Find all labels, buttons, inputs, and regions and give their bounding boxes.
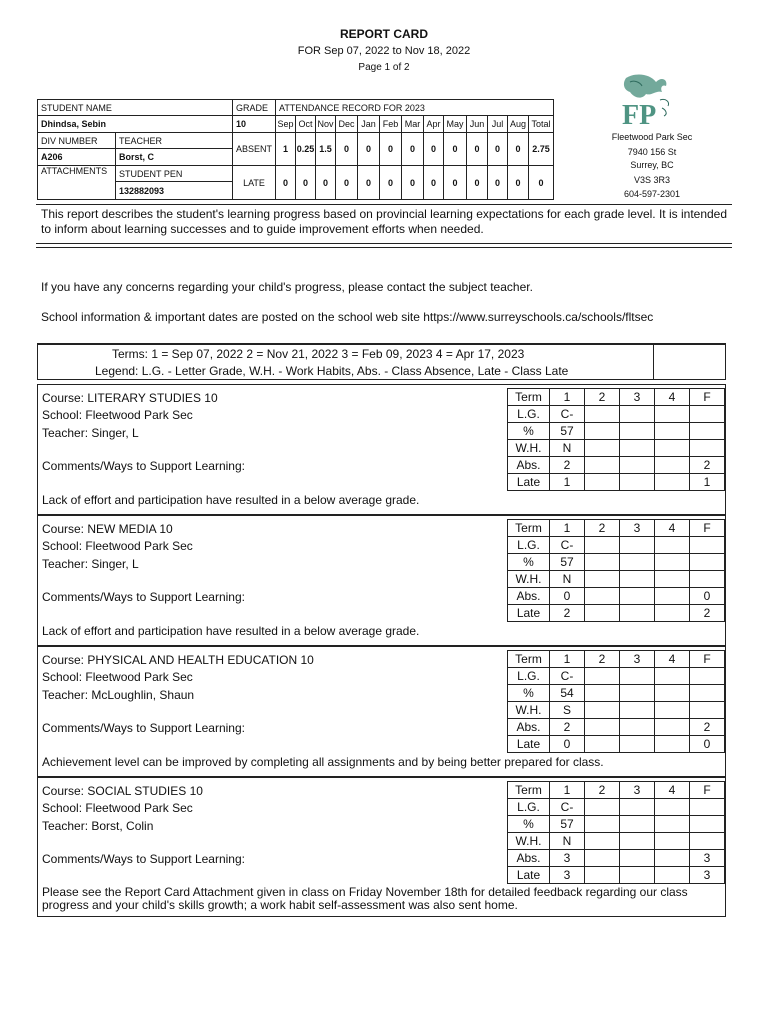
course-school: School: Fleetwood Park Sec [42,670,193,684]
grade-header: 2 [585,651,620,668]
student-name-label: STUDENT NAME [38,100,233,116]
grade-header: 4 [655,389,690,406]
grade-cell [585,867,620,884]
report-period: FOR Sep 07, 2022 to Nov 18, 2022 [297,45,471,57]
grade-cell [655,850,690,867]
comments-label: Comments/Ways to Support Learning: [42,852,245,866]
month-header: Oct [296,116,316,133]
grade-cell: 0 [550,736,585,753]
grade-cell: 2 [550,457,585,474]
course-comment: Lack of effort and participation have resulted in a below average grade. [42,493,420,507]
absent-value: 1 [276,133,296,166]
month-header: Dec [336,116,358,133]
grade-cell [585,423,620,440]
grade-cell [655,537,690,554]
grade-cell: N [550,833,585,850]
course-section [37,646,726,777]
legend-line: Legend: L.G. - Letter Grade, W.H. - Work Habits, Abs. - Class Absence, Late - Class Late [95,364,569,378]
grade-cell [585,850,620,867]
course-comment: Lack of effort and participation have resulted in a below average grade. [42,624,420,638]
grade-cell [690,440,725,457]
grade-cell: 2 [690,457,725,474]
grade-cell: 57 [550,554,585,571]
website-note: School information & important dates are posted on the school web site https://www.surreyschools.ca/schools/fltsec [41,310,654,324]
course-teacher: Teacher: Singer, L [42,426,139,440]
month-header: Sep [276,116,296,133]
grade-cell: 54 [550,685,585,702]
grade-cell [655,457,690,474]
course-comment: Achievement level can be improved by completing all assignments and by being better prepared for class. [42,755,604,769]
row-label: Late [508,736,550,753]
terms-line: Terms: 1 = Sep 07, 2022 2 = Nov 21, 2022 3 = Feb 09, 2023 4 = Apr 17, 2023 [112,347,525,361]
absent-value: 1.5 [316,133,336,166]
late-value: 0 [402,166,424,200]
absent-value: 0 [467,133,488,166]
attendance-title: ATTENDANCE RECORD FOR 2023 [276,100,554,116]
row-label: % [508,423,550,440]
course-comment: Please see the Report Card Attachment given in class on Friday November 18th for detailed feedback regarding our class progress and your child's skills growth; a work habit self-assessment was also sent home. [42,885,688,912]
grade-cell [690,816,725,833]
grade-cell [655,719,690,736]
absent-label: ABSENT [233,133,276,166]
month-header: Aug [508,116,529,133]
grade-cell [620,668,655,685]
course-name: Course: LITERARY STUDIES 10 [42,391,218,405]
row-label: W.H. [508,833,550,850]
month-header: Apr [424,116,444,133]
absent-value: 0 [402,133,424,166]
grade-cell [585,588,620,605]
grade-header: 1 [550,520,585,537]
grade-cell: C- [550,537,585,554]
grade-header: 4 [655,651,690,668]
grades-table [507,388,725,491]
month-header: Jul [488,116,508,133]
course-name: Course: SOCIAL STUDIES 10 [42,784,203,798]
month-header: Mar [402,116,424,133]
grade-cell: 57 [550,816,585,833]
div-number-label: DIV NUMBER [38,133,116,149]
grades-table [507,650,725,753]
absent-total: 2.75 [529,133,554,166]
grade-cell [620,867,655,884]
late-value: 0 [424,166,444,200]
month-header: Total [529,116,554,133]
late-total: 0 [529,166,554,200]
grade-cell: C- [550,406,585,423]
grade-cell: 0 [690,588,725,605]
course-section [37,515,726,646]
grade-cell [655,571,690,588]
divider [36,243,732,244]
absent-value: 0 [508,133,529,166]
course-teacher: Teacher: Borst, Colin [42,819,154,833]
late-value: 0 [296,166,316,200]
grade-cell [585,571,620,588]
grade-header: F [690,389,725,406]
grade-header: Term [508,782,550,799]
absent-value: 0.25 [296,133,316,166]
grade-cell [690,702,725,719]
grade-header: 3 [620,651,655,668]
grade-cell [655,474,690,491]
course-section [37,384,726,515]
grade-cell [655,736,690,753]
row-label: L.G. [508,799,550,816]
grade-cell [620,816,655,833]
late-value: 0 [336,166,358,200]
school-postal: V3S 3R3 [633,175,671,185]
grade-cell [655,440,690,457]
grade-cell [655,605,690,622]
grade-header: F [690,782,725,799]
grade-cell [620,457,655,474]
grade-cell [585,457,620,474]
grade-cell [585,736,620,753]
grade-cell [620,571,655,588]
grade-cell: 0 [690,736,725,753]
row-label: % [508,685,550,702]
grade-cell [655,702,690,719]
student-info-table [37,99,554,200]
grade-cell [585,474,620,491]
grade-cell: C- [550,668,585,685]
course-school: School: Fleetwood Park Sec [42,801,193,815]
row-label: L.G. [508,537,550,554]
grade-cell [585,554,620,571]
grade-cell [585,799,620,816]
intro-text: This report describes the student's learning progress based on provincial learning expectations for each grade level. It is intended to inform about learning successes and to guide improvement efforts when needed. [41,207,728,236]
logo-lettering: FP [622,100,657,130]
grade-cell: 2 [690,719,725,736]
comments-label: Comments/Ways to Support Learning: [42,590,245,604]
course-school: School: Fleetwood Park Sec [42,539,193,553]
grade-cell [620,702,655,719]
grade-cell [620,537,655,554]
grade-header: F [690,520,725,537]
grade-cell [620,685,655,702]
grade-header: 1 [550,389,585,406]
grade-header: Term [508,389,550,406]
grade-cell [620,554,655,571]
school-phone: 604-597-2301 [623,189,681,199]
grade-cell: 1 [550,474,585,491]
month-header: Nov [316,116,336,133]
grade-cell: N [550,440,585,457]
row-label: L.G. [508,668,550,685]
late-label: LATE [233,166,276,200]
grade-label: GRADE [233,100,276,116]
late-value: 0 [276,166,296,200]
grade-cell [655,867,690,884]
grade-cell [655,816,690,833]
row-label: Abs. [508,850,550,867]
teacher-label: TEACHER [116,133,233,149]
grade-cell [690,799,725,816]
grade-cell [620,850,655,867]
row-label: Abs. [508,457,550,474]
grade-cell [690,554,725,571]
course-teacher: Teacher: Singer, L [42,557,139,571]
grade-cell [690,423,725,440]
grade-cell: 3 [550,867,585,884]
row-label: Late [508,605,550,622]
grade-header: 4 [655,782,690,799]
grade-cell [620,605,655,622]
report-title: REPORT CARD [339,27,428,41]
grade-cell [690,406,725,423]
grade-cell: 2 [550,605,585,622]
absent-value: 0 [358,133,380,166]
grade-header: 2 [585,520,620,537]
grade-cell [690,668,725,685]
grade-cell: C- [550,799,585,816]
student-pen: 132882093 [116,182,233,200]
grade-cell [585,702,620,719]
month-header: Jun [467,116,488,133]
grade-cell [655,423,690,440]
late-value: 0 [508,166,529,200]
late-value: 0 [488,166,508,200]
grade-cell [655,668,690,685]
grade-cell [620,719,655,736]
grade-cell [655,588,690,605]
grade-cell [655,554,690,571]
grade-header: 3 [620,389,655,406]
grade-cell: 2 [690,605,725,622]
grade-cell [655,833,690,850]
grade-header: F [690,651,725,668]
grade-cell [620,423,655,440]
grade-cell [620,440,655,457]
grade-cell [585,719,620,736]
school-name: Fleetwood Park Sec [611,132,693,142]
grade-header: 1 [550,651,585,668]
grade-cell [690,571,725,588]
terms-box [37,343,726,380]
grade-header: 1 [550,782,585,799]
grade-cell [620,474,655,491]
grade-cell [690,537,725,554]
student-pen-label: STUDENT PEN [116,166,233,182]
absent-value: 0 [424,133,444,166]
grade-cell: 57 [550,423,585,440]
month-header: Feb [380,116,402,133]
grade-cell [690,833,725,850]
row-label: % [508,554,550,571]
grade-cell: 1 [690,474,725,491]
late-value: 0 [358,166,380,200]
grade-cell [655,799,690,816]
grade-cell [585,668,620,685]
month-header: May [444,116,467,133]
grade-cell [585,406,620,423]
grade-cell [585,685,620,702]
late-value: 0 [380,166,402,200]
grade-cell [585,440,620,457]
course-name: Course: NEW MEDIA 10 [42,522,173,536]
grade-header: 2 [585,389,620,406]
grade-cell: 3 [690,867,725,884]
grade-cell [655,406,690,423]
row-label: % [508,816,550,833]
grade-cell: 3 [550,850,585,867]
grade-header: Term [508,520,550,537]
grade-cell [620,736,655,753]
grade-header: 3 [620,782,655,799]
grade-cell: 0 [550,588,585,605]
absent-value: 0 [380,133,402,166]
grade-cell [585,833,620,850]
grade-cell: S [550,702,585,719]
attachments-label: ATTACHMENTS [38,166,116,200]
school-city: Surrey, BC [630,160,674,170]
late-value: 0 [316,166,336,200]
divider [36,204,732,205]
grade-value: 10 [233,116,276,133]
grade-header: 4 [655,520,690,537]
school-address: 7940 156 St [627,147,677,157]
course-section [37,777,726,917]
grade-cell [620,406,655,423]
grade-cell: 2 [550,719,585,736]
absent-value: 0 [444,133,467,166]
comments-label: Comments/Ways to Support Learning: [42,459,245,473]
course-teacher: Teacher: McLoughlin, Shaun [42,688,195,702]
page-number: Page 1 of 2 [358,62,410,73]
grade-header: 3 [620,520,655,537]
row-label: W.H. [508,571,550,588]
divider [36,247,732,248]
row-label: Late [508,474,550,491]
contact-note: If you have any concerns regarding your child's progress, please contact the subject teacher. [41,280,533,294]
grade-cell [620,588,655,605]
absent-value: 0 [336,133,358,166]
late-value: 0 [444,166,467,200]
month-header: Jan [358,116,380,133]
absent-value: 0 [488,133,508,166]
div-number: A206 [38,149,116,166]
grade-cell [655,685,690,702]
row-label: Abs. [508,588,550,605]
grade-cell [690,685,725,702]
student-name: Dhindsa, Sebin [38,116,233,133]
grade-cell [585,816,620,833]
teacher-name: Borst, C [116,149,233,166]
grade-cell [585,605,620,622]
row-label: Abs. [508,719,550,736]
grade-cell [620,799,655,816]
course-name: Course: PHYSICAL AND HEALTH EDUCATION 10 [42,653,314,667]
grades-table [507,781,725,884]
late-value: 0 [467,166,488,200]
grade-header: 2 [585,782,620,799]
row-label: W.H. [508,440,550,457]
grade-cell: 3 [690,850,725,867]
row-label: L.G. [508,406,550,423]
grade-header: Term [508,651,550,668]
row-label: Late [508,867,550,884]
course-school: School: Fleetwood Park Sec [42,408,193,422]
grade-cell [585,537,620,554]
school-logo [616,70,672,130]
comments-label: Comments/Ways to Support Learning: [42,721,245,735]
row-label: W.H. [508,702,550,719]
grades-table [507,519,725,622]
grade-cell: N [550,571,585,588]
grade-cell [620,833,655,850]
